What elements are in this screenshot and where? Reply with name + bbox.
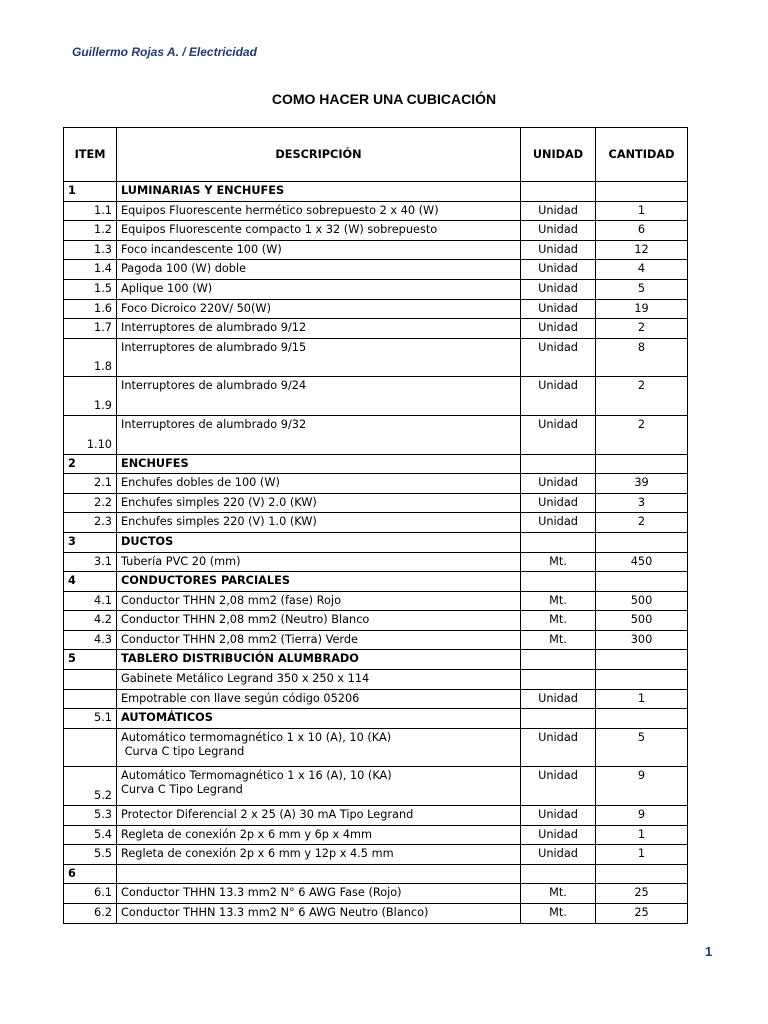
- table-row: [64, 319, 688, 339]
- section-row: [64, 650, 688, 670]
- cell-cantidad: 5: [596, 279, 688, 299]
- descripcion-text-line2: Curva C tipo Legrand: [121, 744, 245, 758]
- cell-cantidad: 2: [596, 513, 688, 533]
- cell-item: 1.9: [64, 377, 117, 416]
- cell-cantidad: 6: [596, 221, 688, 241]
- section-row: [64, 454, 688, 474]
- cell-descripcion: [117, 532, 521, 552]
- cell-unidad: Unidad: [521, 240, 596, 260]
- cell-item: 1.1: [64, 201, 117, 221]
- cell-unidad: [521, 650, 596, 670]
- cell-item: [64, 670, 117, 690]
- descripcion-text: Interruptores de alumbrado 9/15: [121, 340, 307, 354]
- descripcion-text: Interruptores de alumbrado 9/24: [121, 379, 307, 393]
- cell-unidad: Unidad: [521, 319, 596, 339]
- cell-cantidad: [596, 454, 688, 474]
- descripcion-text: Empotrable con llave según código 05206: [121, 691, 360, 705]
- descripcion-text: Foco Dicroico 220V/ 50(W): [121, 301, 271, 315]
- cell-item: 2: [64, 454, 117, 474]
- cell-descripcion: [117, 299, 521, 319]
- table-row: [64, 513, 688, 533]
- section-row: [64, 182, 688, 202]
- descripcion-text: DUCTOS: [121, 534, 174, 548]
- cell-descripcion: [117, 630, 521, 650]
- cell-item: 1.2: [64, 221, 117, 241]
- cell-cantidad: 1: [596, 201, 688, 221]
- cell-descripcion: [117, 806, 521, 826]
- cell-item: 5.3: [64, 806, 117, 826]
- cell-item: [64, 689, 117, 709]
- descripcion-text: Tubería PVC 20 (mm): [121, 554, 241, 568]
- cell-descripcion: [117, 689, 521, 709]
- table-row: [64, 299, 688, 319]
- cell-cantidad: 1: [596, 845, 688, 865]
- table-row: [64, 689, 688, 709]
- cell-cantidad: [596, 650, 688, 670]
- cell-descripcion: [117, 338, 521, 377]
- descripcion-text: AUTOMÁTICOS: [121, 711, 213, 725]
- section-row: [64, 864, 688, 884]
- cell-cantidad: 3: [596, 493, 688, 513]
- table-row: [64, 338, 688, 377]
- cell-item: 5.2: [64, 767, 117, 806]
- cell-unidad: Mt.: [521, 884, 596, 904]
- cell-descripcion: [117, 884, 521, 904]
- table-row: [64, 904, 688, 924]
- cell-cantidad: 2: [596, 377, 688, 416]
- cell-descripcion: [117, 474, 521, 494]
- cell-descripcion: [117, 572, 521, 592]
- cell-item: 5.5: [64, 845, 117, 865]
- cell-cantidad: [596, 572, 688, 592]
- cell-descripcion: [117, 709, 521, 729]
- cell-item: 1.6: [64, 299, 117, 319]
- cell-unidad: Unidad: [521, 689, 596, 709]
- cell-item: 1: [64, 182, 117, 202]
- cell-unidad: Unidad: [521, 299, 596, 319]
- table-row: [64, 825, 688, 845]
- cell-cantidad: 25: [596, 904, 688, 924]
- cell-descripcion: [117, 221, 521, 241]
- cell-cantidad: [596, 864, 688, 884]
- cell-unidad: [521, 709, 596, 729]
- page-number: 1: [705, 944, 713, 959]
- cell-cantidad: 8: [596, 338, 688, 377]
- cell-unidad: [521, 572, 596, 592]
- table-row: [64, 630, 688, 650]
- cell-unidad: Unidad: [521, 260, 596, 280]
- table-row: [64, 670, 688, 690]
- cell-item: 6.2: [64, 904, 117, 924]
- table-row: [64, 240, 688, 260]
- descripcion-text: Protector Diferencial 2 x 25 (A) 30 mA Tipo Legrand: [121, 808, 414, 822]
- cell-descripcion: [117, 454, 521, 474]
- table-row: [64, 767, 688, 806]
- cell-descripcion: [117, 611, 521, 631]
- cell-item: 4.2: [64, 611, 117, 631]
- cell-cantidad: 2: [596, 415, 688, 454]
- cell-unidad: Unidad: [521, 845, 596, 865]
- descripcion-text: Enchufes dobles de 100 (W): [121, 476, 280, 490]
- cell-unidad: Unidad: [521, 513, 596, 533]
- cell-descripcion: [117, 845, 521, 865]
- cell-unidad: [521, 454, 596, 474]
- cell-item: 3: [64, 532, 117, 552]
- descripcion-text: Equipos Fluorescente hermético sobrepuesto 2 x 40 (W): [121, 203, 439, 217]
- section-row: [64, 572, 688, 592]
- column-header-item: ITEM: [64, 128, 117, 182]
- table-row: [64, 611, 688, 631]
- cell-descripcion: [117, 670, 521, 690]
- cell-descripcion: [117, 319, 521, 339]
- section-row: [64, 532, 688, 552]
- cell-item: 1.8: [64, 338, 117, 377]
- descripcion-text: TABLERO DISTRIBUCIÓN ALUMBRADO: [121, 652, 359, 666]
- descripcion-text: Interruptores de alumbrado 9/12: [121, 321, 307, 335]
- cell-unidad: Unidad: [521, 493, 596, 513]
- cell-item: 4.3: [64, 630, 117, 650]
- descripcion-text: ENCHUFES: [121, 456, 189, 470]
- table-header-row: [64, 128, 688, 182]
- cell-unidad: Mt.: [521, 552, 596, 572]
- cell-cantidad: 1: [596, 825, 688, 845]
- cell-unidad: Unidad: [521, 377, 596, 416]
- descripcion-text: Automático termomagnético 1 x 10 (A), 10 (KA): [121, 730, 392, 744]
- cell-cantidad: 25: [596, 884, 688, 904]
- cell-unidad: Mt.: [521, 591, 596, 611]
- cell-descripcion: [117, 552, 521, 572]
- cell-cantidad: [596, 532, 688, 552]
- cell-item: 2.2: [64, 493, 117, 513]
- cell-cantidad: 300: [596, 630, 688, 650]
- descripcion-text: Regleta de conexión 2p x 6 mm y 12p x 4.5 mm: [121, 847, 394, 861]
- cell-item: 1.4: [64, 260, 117, 280]
- descripcion-text: Conductor THHN 13.3 mm2 N° 6 AWG Fase (Rojo): [121, 886, 402, 900]
- cell-descripcion: [117, 864, 521, 884]
- cell-cantidad: 9: [596, 767, 688, 806]
- cell-unidad: Unidad: [521, 221, 596, 241]
- table-row: [64, 728, 688, 767]
- cell-descripcion: [117, 493, 521, 513]
- descripcion-text: Aplique 100 (W): [121, 281, 213, 295]
- cell-cantidad: 500: [596, 591, 688, 611]
- cell-unidad: [521, 670, 596, 690]
- cell-unidad: Unidad: [521, 825, 596, 845]
- cell-descripcion: [117, 728, 521, 767]
- cell-descripcion: [117, 415, 521, 454]
- descripcion-text: Conductor THHN 2,08 mm2 (Neutro) Blanco: [121, 613, 370, 627]
- cell-item: 1.10: [64, 415, 117, 454]
- table-row: [64, 415, 688, 454]
- table-row: [64, 279, 688, 299]
- cell-cantidad: 2: [596, 319, 688, 339]
- descripcion-text: Conductor THHN 13.3 mm2 N° 6 AWG Neutro (Blanco): [121, 906, 429, 919]
- table-row: [64, 493, 688, 513]
- table-row: [64, 709, 688, 729]
- cell-item: 4.1: [64, 591, 117, 611]
- cell-unidad: Unidad: [521, 201, 596, 221]
- cell-cantidad: 5: [596, 728, 688, 767]
- cell-descripcion: [117, 201, 521, 221]
- cell-item: 2.3: [64, 513, 117, 533]
- cell-cantidad: 4: [596, 260, 688, 280]
- table-row: [64, 552, 688, 572]
- descripcion-text: Enchufes simples 220 (V) 1.0 (KW): [121, 515, 317, 529]
- cell-unidad: [521, 864, 596, 884]
- cell-item: 2.1: [64, 474, 117, 494]
- table-row: [64, 377, 688, 416]
- cell-unidad: Unidad: [521, 728, 596, 767]
- cell-descripcion: [117, 904, 521, 924]
- table-row: [64, 845, 688, 865]
- descripcion-text-line2: Curva C Tipo Legrand: [121, 783, 243, 797]
- descripcion-text: Enchufes simples 220 (V) 2.0 (KW): [121, 495, 317, 509]
- cell-item: [64, 728, 117, 767]
- table-row: [64, 201, 688, 221]
- descripcion-text: Conductor THHN 2,08 mm2 (fase) Rojo: [121, 593, 341, 607]
- descripcion-text: Equipos Fluorescente compacto 1 x 32 (W) sobrepuesto: [121, 223, 438, 237]
- cell-unidad: Unidad: [521, 279, 596, 299]
- column-header-unidad: UNIDAD: [521, 128, 596, 182]
- descripcion-text: Conductor THHN 2,08 mm2 (Tierra) Verde: [121, 632, 358, 646]
- descripcion-text: LUMINARIAS Y ENCHUFES: [121, 184, 285, 197]
- cell-descripcion: [117, 513, 521, 533]
- cell-descripcion: [117, 825, 521, 845]
- descripcion-text: Foco incandescente 100 (W): [121, 242, 282, 256]
- cell-item: 6: [64, 864, 117, 884]
- cell-unidad: Mt.: [521, 904, 596, 924]
- cell-descripcion: [117, 591, 521, 611]
- table-row: [64, 591, 688, 611]
- cell-unidad: Unidad: [521, 767, 596, 806]
- cell-item: 1.5: [64, 279, 117, 299]
- descripcion-text: CONDUCTORES PARCIALES: [121, 574, 290, 588]
- cell-unidad: Unidad: [521, 474, 596, 494]
- cell-item: 3.1: [64, 552, 117, 572]
- cell-item: 1.7: [64, 319, 117, 339]
- descripcion-text: Regleta de conexión 2p x 6 mm y 6p x 4mm: [121, 827, 373, 841]
- cell-unidad: Unidad: [521, 338, 596, 377]
- cell-descripcion: [117, 260, 521, 280]
- descripcion-text: Gabinete Metálico Legrand 350 x 250 x 114: [121, 672, 370, 686]
- cell-cantidad: 500: [596, 611, 688, 631]
- cell-item: 5.1: [64, 709, 117, 729]
- document-title: COMO HACER UNA CUBICACIÓN: [271, 91, 497, 107]
- cell-item: 5: [64, 650, 117, 670]
- table-row: [64, 260, 688, 280]
- cell-descripcion: [117, 182, 521, 202]
- table-row: [64, 221, 688, 241]
- table-row: [64, 474, 688, 494]
- cell-cantidad: 12: [596, 240, 688, 260]
- column-header-cantidad: CANTIDAD: [596, 128, 688, 182]
- table-row: [64, 806, 688, 826]
- cell-item: 1.3: [64, 240, 117, 260]
- descripcion-text: Automático Termomagnético 1 x 16 (A), 10 (KA): [121, 769, 392, 783]
- cell-cantidad: 450: [596, 552, 688, 572]
- descripcion-text: Pagoda 100 (W) doble: [121, 262, 247, 276]
- cell-item: 6.1: [64, 884, 117, 904]
- cell-cantidad: 19: [596, 299, 688, 319]
- descripcion-text: Interruptores de alumbrado 9/32: [121, 417, 307, 431]
- table-body: [64, 182, 688, 924]
- cell-descripcion: [117, 377, 521, 416]
- cell-cantidad: 39: [596, 474, 688, 494]
- cell-descripcion: [117, 767, 521, 806]
- cell-item: 4: [64, 572, 117, 592]
- cell-unidad: Mt.: [521, 611, 596, 631]
- cell-descripcion: [117, 240, 521, 260]
- cell-descripcion: [117, 279, 521, 299]
- cell-item: 5.4: [64, 825, 117, 845]
- table-row: [64, 884, 688, 904]
- cell-unidad: Unidad: [521, 415, 596, 454]
- column-header-descripcion: DESCRIPCIÓN: [117, 128, 521, 182]
- cell-cantidad: [596, 670, 688, 690]
- cell-descripcion: [117, 650, 521, 670]
- cell-unidad: [521, 182, 596, 202]
- cell-unidad: [521, 532, 596, 552]
- cubicacion-table: [63, 127, 688, 924]
- cell-unidad: Mt.: [521, 630, 596, 650]
- cell-cantidad: [596, 709, 688, 729]
- document-author: Guillermo Rojas A. / Electricidad: [72, 45, 257, 59]
- cell-cantidad: 9: [596, 806, 688, 826]
- cell-cantidad: [596, 182, 688, 202]
- cell-cantidad: 1: [596, 689, 688, 709]
- cell-unidad: Unidad: [521, 806, 596, 826]
